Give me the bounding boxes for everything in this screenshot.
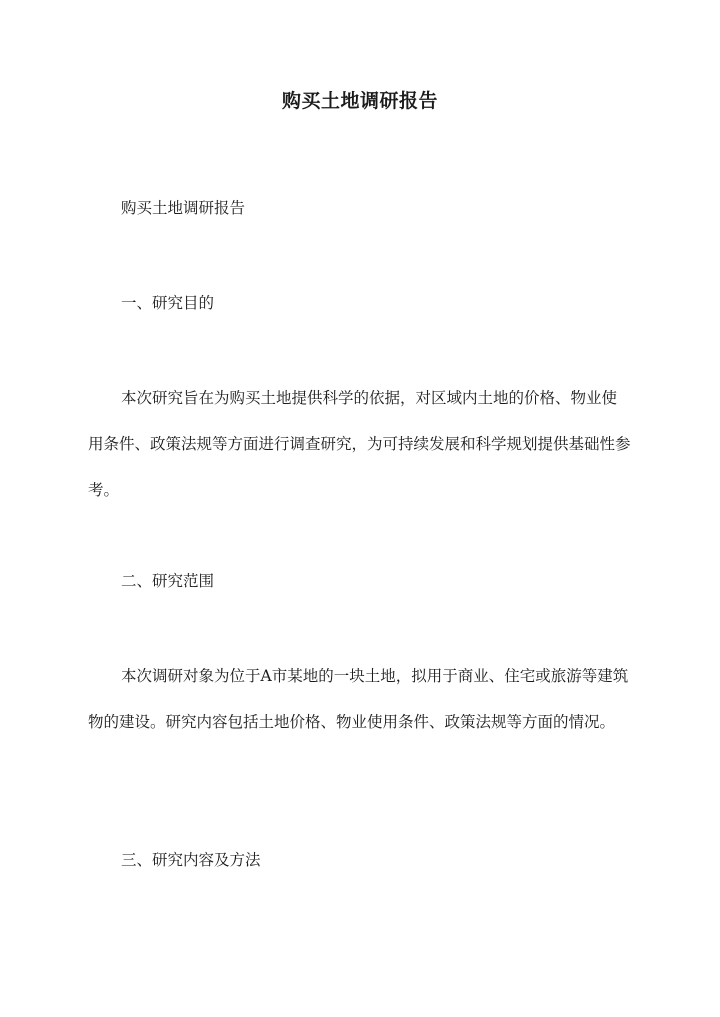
page-title: 购买土地调研报告 bbox=[281, 90, 438, 112]
document-subtitle: 购买土地调研报告 bbox=[121, 199, 246, 217]
section-paragraph-scope: 本次调研对象为位于A市某地的一块土地，拟用于商业、住宅或旅游等建筑物的建设。研究内容包括土地价格、物业使用条件、政策法规等方面的情况。 bbox=[88, 667, 629, 731]
section-heading-scope: 二、研究范围 bbox=[121, 572, 215, 590]
section-heading-content-method: 三、研究内容及方法 bbox=[121, 851, 261, 869]
section-heading-purpose: 一、研究目的 bbox=[121, 294, 215, 312]
section-paragraph-purpose: 本次研究旨在为购买土地提供科学的依据，对区域内土地的价格、物业使用条件、政策法规等方面进行调查研究，为可持续发展和科学规划提供基础性参考。 bbox=[88, 389, 631, 499]
